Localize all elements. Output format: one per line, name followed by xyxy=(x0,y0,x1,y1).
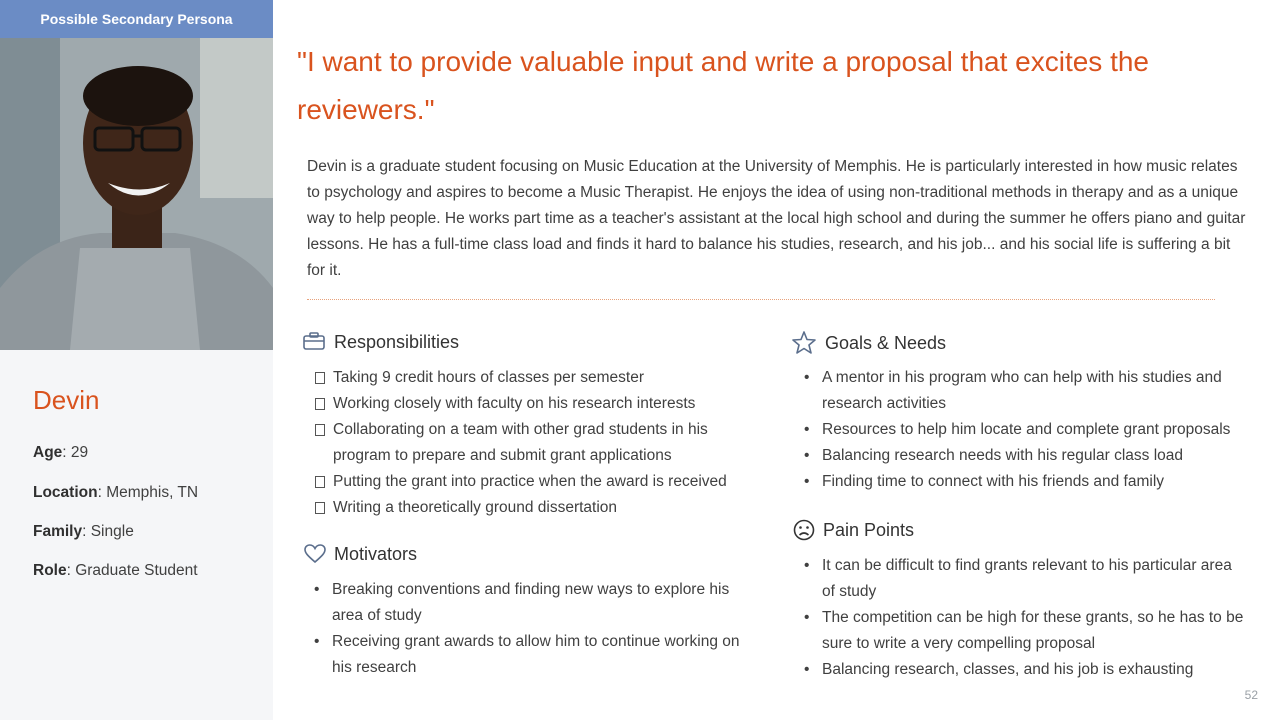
list-item: Writing a theoretically ground dissertation xyxy=(315,495,775,521)
list-item: • Finding time to connect with his friends and family xyxy=(804,469,1274,495)
pain-points-title: Pain Points xyxy=(823,520,915,540)
persona-bio: Devin is a graduate student focusing on Music Education at the University of Memphis. He is particularly interested in how music relates to psychology and aspires to become a Music Therapist. He enjoys the idea of using non-traditional methods in therapy and as a unique way to help people. He works part time as a teacher's assistant at the local high school and during the summer he offers piano and guitar lessons. He has a full-time class load and finds it hard to balance his studies, research, and his job... and his social life is suffering a bit for it. xyxy=(307,158,1246,279)
list-item: • Balancing research, classes, and his job is exhausting xyxy=(804,657,1244,683)
responsibilities-list xyxy=(315,365,775,521)
goals-list xyxy=(804,365,1274,495)
pain-points-list xyxy=(804,553,1244,683)
goals-title: Goals & Needs xyxy=(825,333,947,353)
persona-family: Family: Single xyxy=(33,523,134,540)
list-item: • Resources to help him locate and complete grant proposals xyxy=(804,417,1274,443)
sad-face-icon xyxy=(793,519,815,546)
list-item: Putting the grant into practice when the award is received xyxy=(315,469,775,495)
briefcase-icon xyxy=(303,332,325,355)
persona-photo xyxy=(0,38,273,350)
list-item: • Receiving grant awards to allow him to continue working on his research xyxy=(314,629,744,681)
list-item: Collaborating on a team with other grad students in his program to prepare and submit grant applications xyxy=(315,417,755,469)
persona-panel xyxy=(0,0,273,720)
page-number: 52 xyxy=(1244,688,1258,702)
list-item: • A mentor in his program who can help with his studies and research activities xyxy=(804,365,1234,417)
motivators-title: Motivators xyxy=(334,544,418,564)
heart-icon xyxy=(304,544,326,569)
persona-age: Age: 29 xyxy=(33,444,89,461)
responsibilities-title: Responsibilities xyxy=(334,332,460,352)
list-item: • Balancing research needs with his regular class load xyxy=(804,443,1274,469)
persona-location: Location: Memphis, TN xyxy=(33,484,199,501)
list-item: Working closely with faculty on his research interests xyxy=(315,391,775,417)
list-item: • Breaking conventions and finding new ways to explore his area of study xyxy=(314,577,744,629)
persona-quote: "I want to provide valuable input and write a proposal that excites the reviewers." xyxy=(297,46,1150,125)
motivators-list xyxy=(314,577,744,681)
persona-name: Devin xyxy=(33,385,100,415)
persona-role: Role: Graduate Student xyxy=(33,562,198,579)
list-item: • It can be difficult to find grants relevant to his particular area of study xyxy=(804,553,1244,605)
divider xyxy=(307,299,1215,300)
list-item: • The competition can be high for these grants, so he has to be sure to write a very compelling proposal xyxy=(804,605,1244,657)
list-item: Taking 9 credit hours of classes per semester xyxy=(315,365,775,391)
persona-tag: Possible Secondary Persona xyxy=(0,0,273,38)
star-icon xyxy=(792,331,816,359)
